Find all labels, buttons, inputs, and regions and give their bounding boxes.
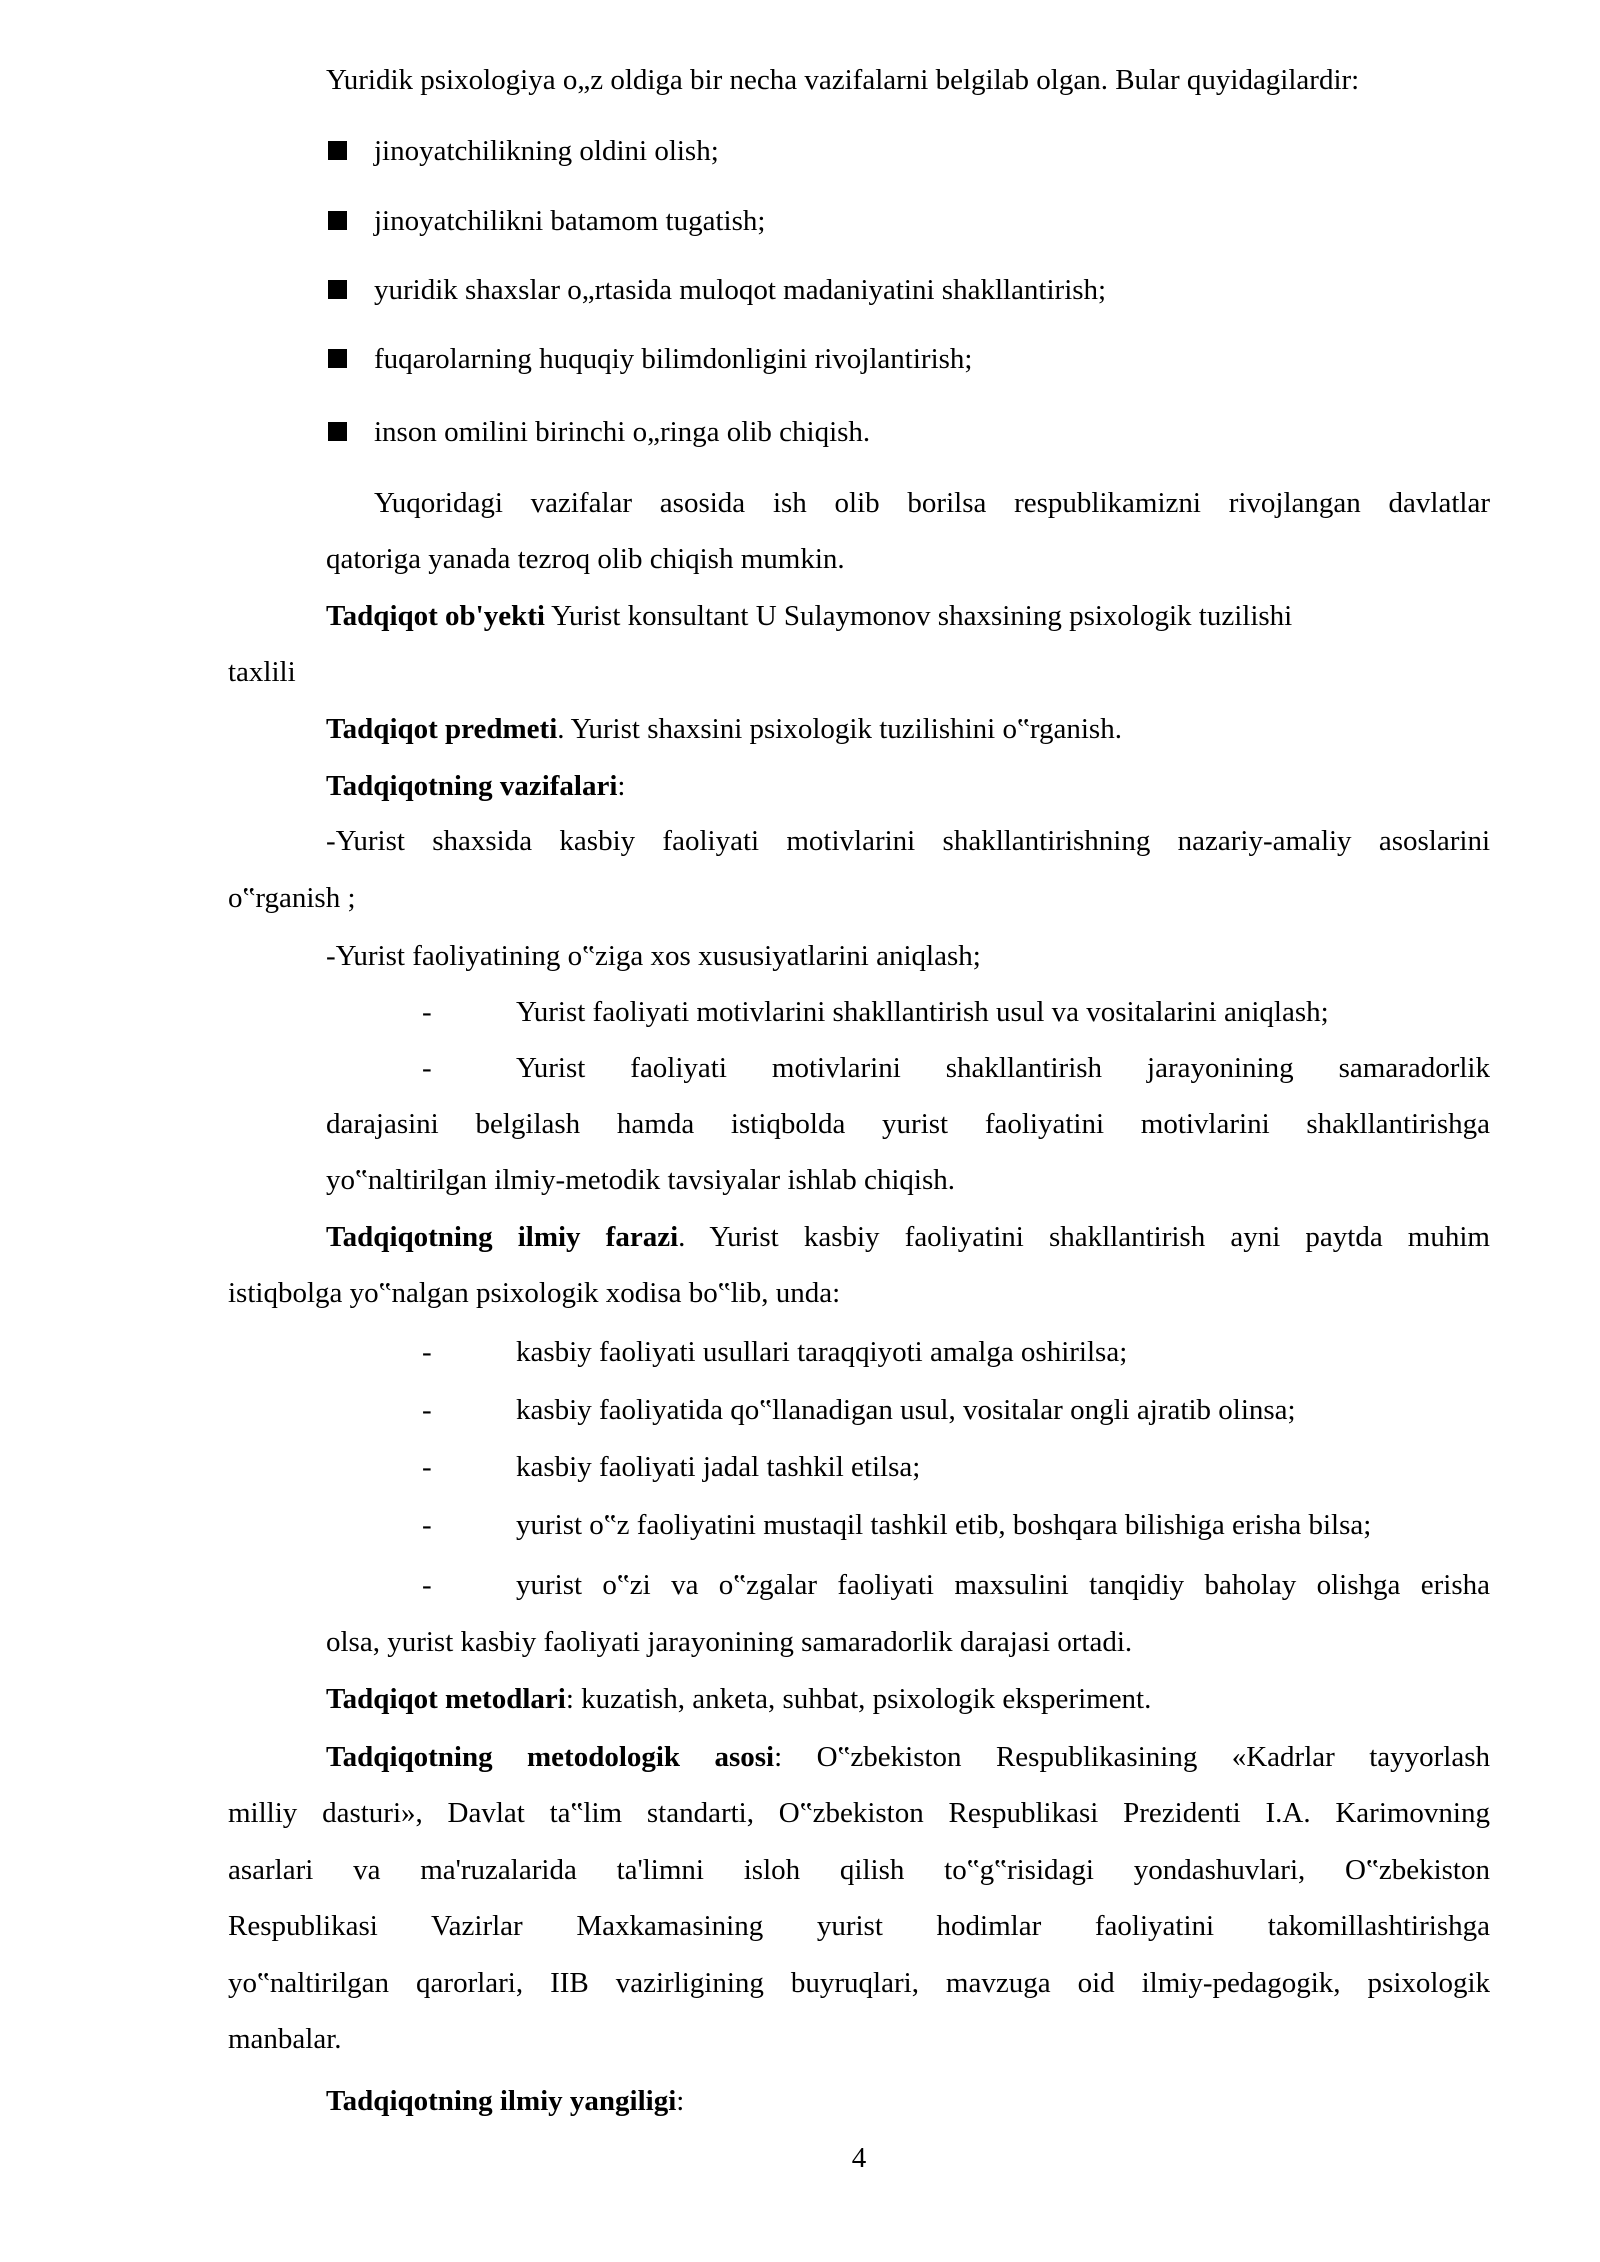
research-object-cont: taxlili — [228, 656, 296, 688]
dash-marker: - — [422, 1394, 432, 1426]
hypothesis-item-cont: olsa, yurist kasbiy faoliyati jarayonining samaradorlik darajasi ortadi. — [326, 1626, 1133, 1658]
hypothesis-text: . Yurist kasbiy faoliyatini shakllantirish ayni paytda muhim — [678, 1221, 1490, 1253]
task-line: yo‟naltirilgan ilmiy-metodik tavsiyalar ishlab chiqish. — [326, 1164, 956, 1196]
methodology-line: manbalar. — [228, 2023, 342, 2055]
research-subject — [326, 711, 1122, 747]
tasks-colon: : — [617, 770, 626, 802]
summary-line: Yuqoridagi vazifalar asosida ish olib borilsa respublikamizni rivojlangan davlatlar — [374, 487, 1490, 519]
page-number: 4 — [851, 2142, 867, 2174]
bullet-item: jinoyatchilikning oldini olish; — [374, 135, 719, 167]
hypothesis-cont: istiqbolga yo‟nalgan psixologik xodisa bo‟lib, unda: — [228, 1277, 841, 1309]
novelty-label: Tadqiqotning ilmiy yangiligi — [326, 2085, 677, 2117]
novelty-colon: : — [676, 2085, 685, 2117]
summary-line: qatoriga yanada tezroq olib chiqish mumkin. — [326, 543, 845, 575]
bullet-item: yuridik shaxslar o„rtasida muloqot madaniyatini shakllantirish; — [374, 274, 1107, 306]
dash-marker: - — [422, 1052, 432, 1084]
research-object-text: Yurist konsultant U Sulaymonov shaxsining psixologik tuzilishi — [544, 600, 1293, 632]
bullet-item: jinoyatchilikni batamom tugatish; — [374, 205, 766, 237]
methodology-line: Respublikasi Vazirlar Maxkamasining yurist hodimlar faoliyatini takomillashtirishga — [228, 1910, 1490, 1942]
dash-marker: - — [422, 1569, 432, 1601]
square-bullet-icon — [328, 141, 347, 160]
square-bullet-icon — [328, 422, 347, 441]
square-bullet-icon — [328, 349, 347, 368]
task-line: -Yurist shaxsida kasbiy faoliyati motivlarini shakllantirishning nazariy-amaliy asoslarini — [326, 825, 1490, 857]
methods-label: Tadqiqot metodlari — [326, 1683, 566, 1715]
bullet-item: fuqarolarning huquqiy bilimdonligini rivojlantirish; — [374, 343, 973, 375]
methodology-text: : O‟zbekiston Respublikasining «Kadrlar tayyorlash — [774, 1741, 1491, 1773]
hypothesis-item: kasbiy faoliyati usullari taraqqiyoti amalga oshirilsa; — [516, 1336, 1128, 1368]
intro-text: Yuridik psixologiya o„z oldiga bir necha vazifalarni belgilab olgan. Bular quyidagilardir: — [326, 64, 1360, 96]
methodology — [326, 1739, 1490, 1775]
dash-marker: - — [422, 1509, 432, 1541]
task-line: Yurist faoliyati motivlarini shakllantirish jarayonining samaradorlik — [516, 1052, 1490, 1084]
methodology-line: asarlari va ma'ruzalarida ta'limni isloh qilish to‟g‟risidagi yondashuvlari, O‟zbekiston — [228, 1854, 1490, 1886]
square-bullet-icon — [328, 280, 347, 299]
dash-marker: - — [422, 1451, 432, 1483]
hypothesis-item: yurist o‟zi va o‟zgalar faoliyati maxsulini tanqidiy baholay olishga erisha — [516, 1569, 1490, 1601]
dash-marker: - — [422, 996, 432, 1028]
tasks-label: Tadqiqotning vazifalari — [326, 770, 618, 802]
task-line: -Yurist faoliyatining o‟ziga xos xususiyatlarini aniqlash; — [326, 940, 981, 972]
methodology-line: yo‟naltirilgan qarorlari, IIB vazirligining buyruqlari, mavzuga oid ilmiy-pedagogik, psixologik — [228, 1967, 1490, 1999]
task-line: darajasini belgilash hamda istiqbolda yurist faoliyatini motivlarini shakllantirishga — [326, 1108, 1490, 1140]
task-line: Yurist faoliyati motivlarini shakllantirish usul va vositalarini aniqlash; — [516, 996, 1329, 1028]
square-bullet-icon — [328, 211, 347, 230]
methodology-label: Tadqiqotning metodologik asosi — [326, 1741, 775, 1773]
task-line: o‟rganish ; — [228, 882, 356, 914]
research-object-label: Tadqiqot ob'yekti — [326, 600, 545, 632]
hypothesis-item: yurist o‟z faoliyatini mustaqil tashkil etib, boshqara bilishiga erisha bilsa; — [516, 1509, 1372, 1541]
research-subject-text: . Yurist shaxsini psixologik tuzilishini o‟rganish. — [557, 713, 1122, 745]
dash-marker: - — [422, 1336, 432, 1368]
tasks-heading — [326, 768, 625, 804]
research-methods — [326, 1681, 1151, 1717]
research-subject-label: Tadqiqot predmeti — [326, 713, 558, 745]
hypothesis — [326, 1219, 1490, 1255]
hypothesis-label: Tadqiqotning ilmiy farazi — [326, 1221, 679, 1253]
methods-text: : kuzatish, anketa, suhbat, psixologik eksperiment. — [565, 1683, 1152, 1715]
hypothesis-item: kasbiy faoliyatida qo‟llanadigan usul, vositalar ongli ajratib olinsa; — [516, 1394, 1296, 1426]
methodology-line: milliy dasturi», Davlat ta‟lim standarti, O‟zbekiston Respublikasi Prezidenti I.A. Karimovning — [228, 1797, 1490, 1829]
hypothesis-item: kasbiy faoliyati jadal tashkil etilsa; — [516, 1451, 921, 1483]
novelty-heading — [326, 2083, 684, 2119]
bullet-item: inson omilini birinchi o„ringa olib chiqish. — [374, 416, 871, 448]
research-object — [326, 598, 1292, 634]
